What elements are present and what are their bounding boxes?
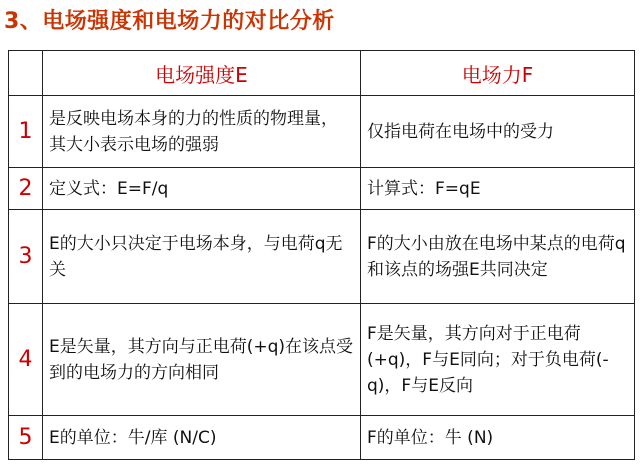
field-strength-cell: E是矢量，其方向与正电荷(+q)在该点受到的电场力的方向相同 <box>43 304 361 416</box>
row-number: 2 <box>9 168 43 210</box>
field-strength-cell: 定义式：E=F/q <box>43 168 361 210</box>
row-number: 3 <box>9 210 43 304</box>
electric-force-cell: 计算式：F=qE <box>361 168 635 210</box>
electric-force-cell: F的大小由放在电场中某点的电荷q和该点的场强E共同决定 <box>361 210 635 304</box>
table-row <box>9 210 635 304</box>
electric-force-cell: F是矢量，其方向对于正电荷(+q)，F与E同向；对于负电荷(-q)，F与E反向 <box>361 304 635 416</box>
electric-force-cell: F的单位：牛 (N) <box>361 416 635 460</box>
header-electric-field-strength: 电场强度E <box>43 51 361 96</box>
row-number: 4 <box>9 304 43 416</box>
table-row <box>9 304 635 416</box>
field-strength-cell: 是反映电场本身的力的性质的物理量，其大小表示电场的强弱 <box>43 96 361 168</box>
electric-force-cell: 仅指电荷在电场中的受力 <box>361 96 635 168</box>
row-number: 1 <box>9 96 43 168</box>
header-corner-cell <box>9 51 43 96</box>
page-title: 3、电场强度和电场力的对比分析 <box>4 9 335 34</box>
table-row <box>9 416 635 460</box>
comparison-table <box>8 50 635 460</box>
row-number: 5 <box>9 416 43 460</box>
header-electric-force: 电场力F <box>361 51 635 96</box>
field-strength-cell: E的单位：牛/库 (N/C) <box>43 416 361 460</box>
table-header-row <box>9 51 635 96</box>
table-row <box>9 168 635 210</box>
field-strength-cell: E的大小只决定于电场本身，与电荷q无关 <box>43 210 361 304</box>
table-row <box>9 96 635 168</box>
